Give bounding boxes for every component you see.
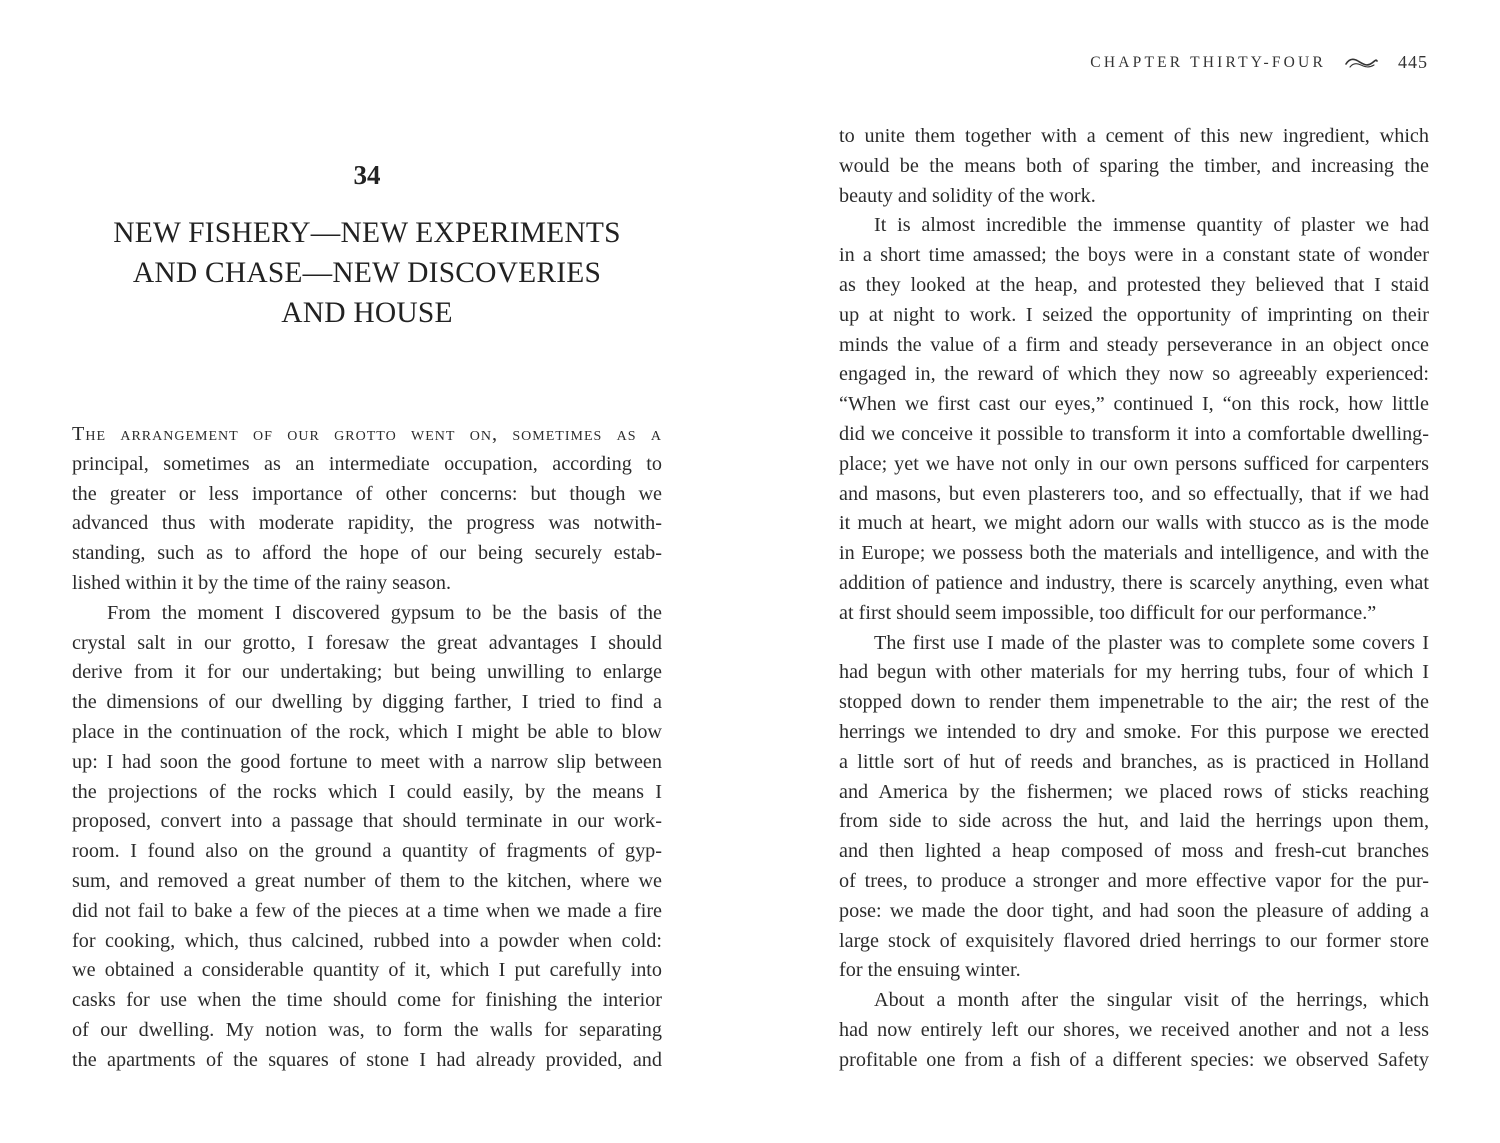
text-line: From the moment I discovered gypsum to be the basis of the [107,601,662,624]
text-line: as they looked at the heap, and protested they believed that I staid [839,273,1429,296]
text-line: for cooking, which, thus calcined, rubbed into a powder when cold: [72,929,662,952]
text-line: principal, sometimes as an intermediate occupation, according to [72,452,662,475]
text-line: in Europe; we possess both the materials and intelligence, and with the [839,542,1429,565]
text-line: the dimensions of our dwelling by digging farther, I tried to find a [72,691,662,714]
text-line: proposed, convert into a passage that should terminate in our work- [72,810,662,833]
text-line: at first should seem impossible, too difficult for our performance.” [839,601,1377,624]
text-line: About a month after the singular visit of the herrings, which [874,989,1429,1012]
text-line: the apartments of the squares of stone I had already provided, and [72,1048,662,1071]
chapter-title [72,213,662,333]
text-line: would be the means both of sparing the timber, and increasing the [839,154,1429,177]
flourish-ornament-icon [1344,55,1378,71]
text-line: beauty and solidity of the work. [839,184,1096,207]
text-line: engaged in, the reward of which they now so agreeably experienced: [839,363,1429,386]
text-line: lished within it by the time of the rainy season. [72,571,452,594]
text-line: of our dwelling. My notion was, to form the walls for separating [72,1018,662,1041]
text-line: crystal salt in our grotto, I foresaw the great advantages I should [72,631,662,654]
text-line: up at night to work. I seized the opportunity of imprinting on their [839,303,1429,326]
text-line: for the ensuing winter. [839,959,1021,982]
left-body-text [72,420,662,1076]
text-line: of trees, to produce a stronger and more effective vapor for the pur- [839,869,1429,892]
text-line: we obtained a considerable quantity of it, which I put carefully into [72,959,662,982]
text-line: did not fail to bake a few of the pieces at a time when we made a fire [72,899,662,922]
text-line: casks for use when the time should come for finishing the interior [72,989,662,1012]
text-line: the projections of the rocks which I could easily, by the means I [72,780,662,803]
text-line: and then lighted a heap composed of moss and fresh-cut branches [839,840,1429,863]
text-line: had begun with other materials for my herring tubs, four of which I [839,661,1429,684]
page-number: 445 [1398,52,1428,72]
text-line: it much at heart, we might adorn our walls with stucco as is the mode [839,512,1429,535]
text-line: large stock of exquisitely flavored dried herrings to our former store [839,929,1429,952]
text-line: and masons, but even plasterers too, and so effectually, that if we had [839,482,1429,505]
text-line: the greater or less importance of other concerns: but though we [72,482,662,505]
text-line: in a short time amassed; the boys were in a constant state of wonder [839,244,1429,267]
chapter-number: 34 [353,160,381,190]
text-line: did we conceive it possible to transform it into a comfortable dwelling- [839,422,1429,445]
text-line: herrings we intended to dry and smoke. For this purpose we erected [839,720,1429,743]
chapter-title-line: NEW FISHERY—NEW EXPERIMENTS [113,217,621,249]
text-line: profitable one from a fish of a different species: we observed Safety [839,1048,1429,1071]
text-line: advanced thus with moderate rapidity, the progress was notwith- [72,512,662,535]
text-line: a little sort of hut of reeds and branches, as is practiced in Holland [839,750,1429,773]
text-line: stopped down to render them impenetrable to the air; the rest of the [839,691,1429,714]
text-line: up: I had soon the good fortune to meet with a narrow slip between [72,750,662,773]
opening-line: The arrangement of our grotto went on, sometimes as a [72,423,662,445]
running-head-title: CHAPTER THIRTY-FOUR [1090,53,1326,71]
text-line: pose: we made the door tight, and had soon the pleasure of adding a [839,899,1429,922]
text-line: had now entirely left our shores, we received another and not a less [839,1018,1429,1041]
text-line: from side to side across the hut, and laid the herrings upon them, [839,810,1429,833]
text-line: to unite them together with a cement of this new ingredient, which [839,125,1429,147]
text-line: minds the value of a firm and steady perseverance in an object once [839,333,1429,356]
text-line: derive from it for our undertaking; but being unwilling to enlarge [72,661,662,684]
text-line: and America by the fishermen; we placed rows of sticks reaching [839,780,1429,803]
text-line: place in the continuation of the rock, which I might be able to blow [72,720,662,743]
right-body-text [839,122,1429,1076]
text-line: place; yet we have not only in our own persons sufficed for carpenters [839,452,1429,475]
text-line: addition of patience and industry, there is scarcely anything, even what [839,571,1429,594]
text-line: The first use I made of the plaster was to complete some covers I [874,631,1429,654]
text-line: standing, such as to afford the hope of our being securely estab- [72,542,662,565]
text-line: It is almost incredible the immense quantity of plaster we had [874,214,1429,237]
text-line: sum, and removed a great number of them to the kitchen, where we [72,869,662,892]
chapter-title-line: AND HOUSE [281,297,453,329]
text-line: room. I found also on the ground a quantity of fragments of gyp- [72,840,662,863]
right-page [750,0,1500,1143]
running-head [1090,52,1428,73]
text-line: “When we first cast our eyes,” continued I, “on this rock, how little [839,393,1429,416]
chapter-title-line: AND CHASE—NEW DISCOVERIES [132,257,602,289]
